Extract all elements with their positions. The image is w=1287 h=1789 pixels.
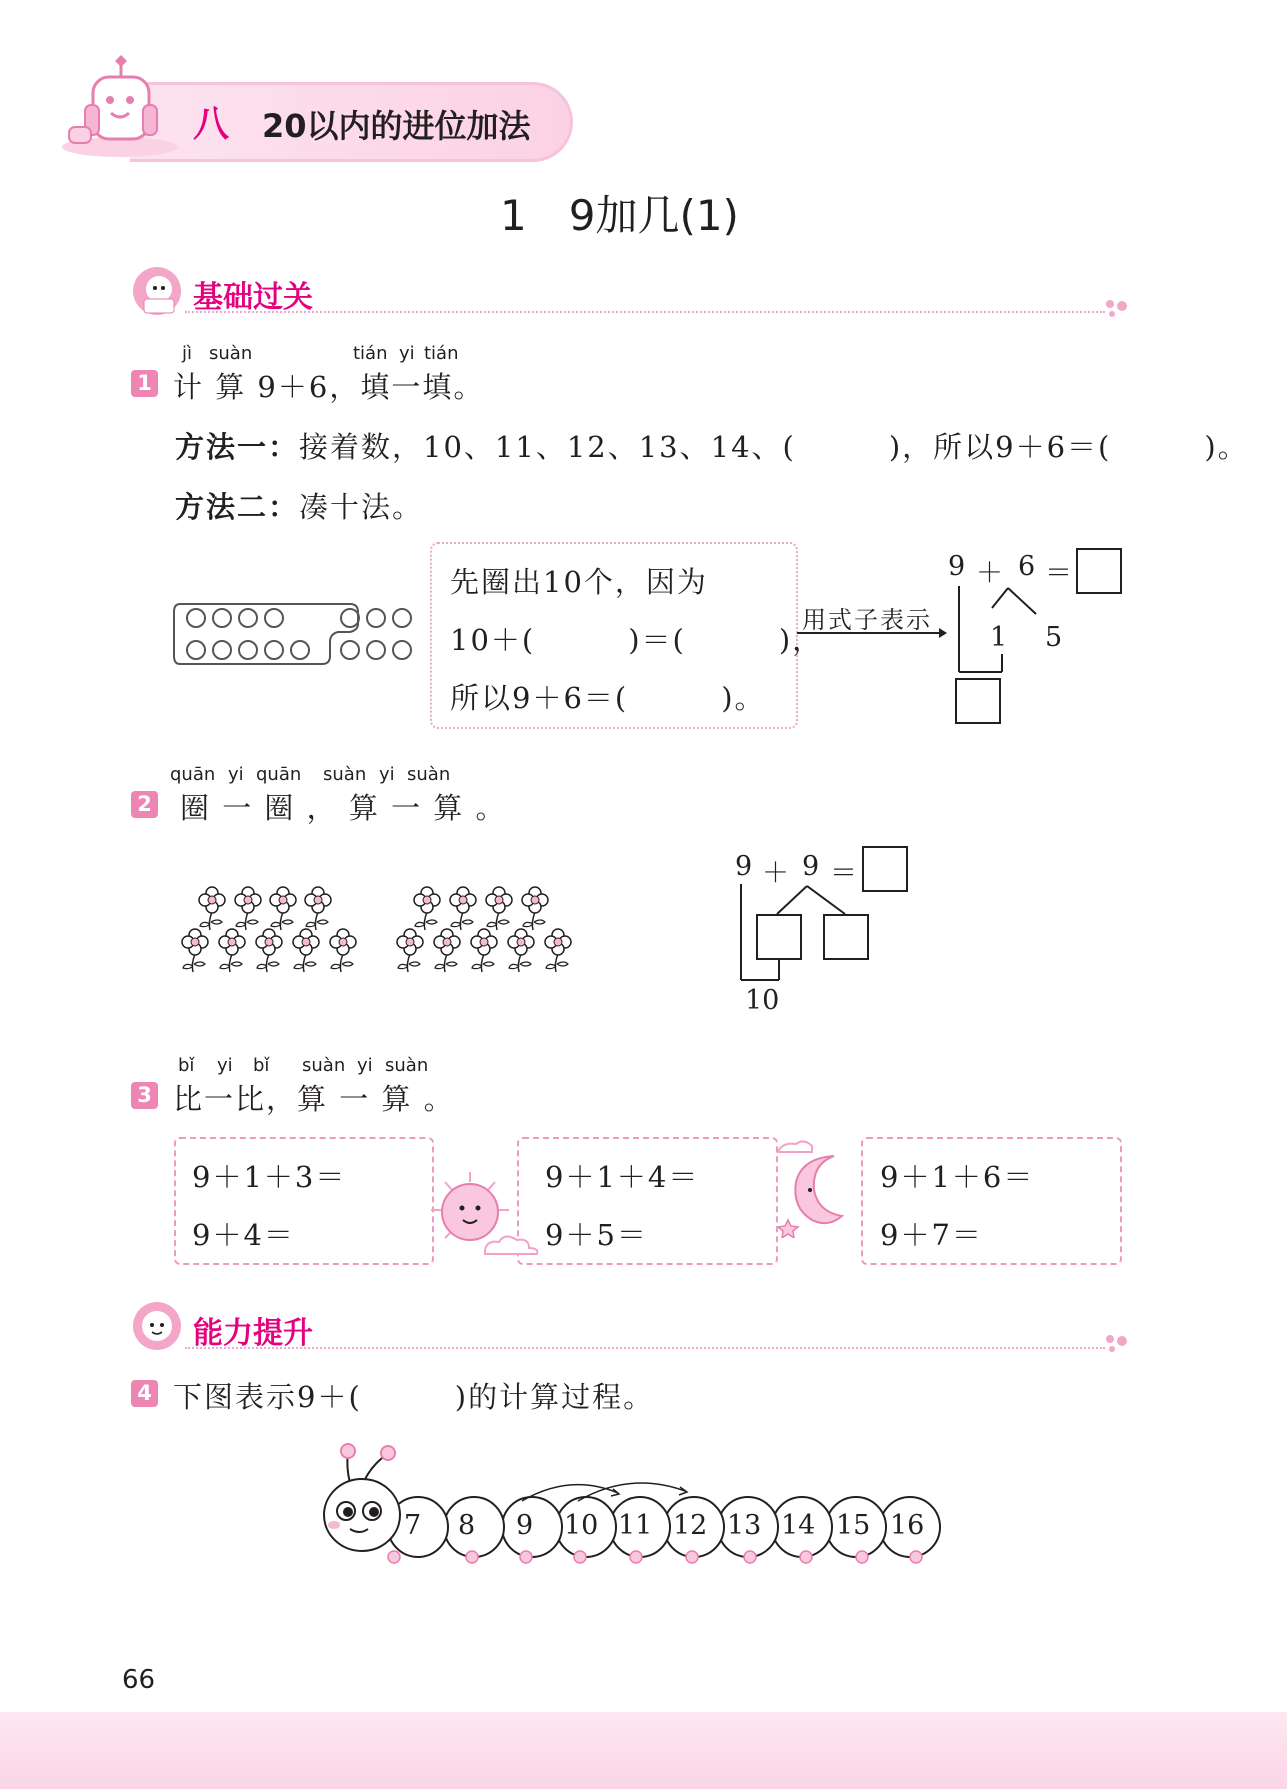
divider-dots-icon [1102,298,1132,318]
q2-eq-op: ＋ [762,858,789,889]
q1-method1-label: 方法一： [175,430,300,464]
q2-answer-box[interactable] [862,846,908,892]
divider-dots-icon [1102,1333,1132,1353]
q1-split-left: 1 [990,622,1008,653]
q1-split-right: 5 [1045,622,1063,653]
q1-number: 1 [131,370,158,397]
q3-g3-line2[interactable]: 9＋7＝ [880,1218,983,1252]
q1-pinyin-ji: jì [182,343,193,364]
caterpillar-number: 9 [516,1510,534,1541]
q1-method2-text: 凑十法。 [299,490,424,524]
q1-eq-a: 9 [948,551,966,582]
flowers-figure[interactable] [170,872,590,982]
q2-eq-eq: ＝ [830,858,857,889]
q3-pinyin-bi: bǐ [178,1055,195,1076]
q1-eq-eq: ＝ [1045,558,1072,589]
q1-explain-line1: 先圈出10个，因为 [450,565,708,599]
q1-eq-op: ＋ [976,558,1003,589]
q3-number: 3 [131,1082,158,1109]
q3-pinyin-yi: yi [217,1055,233,1076]
q1-eq-b: 6 [1018,551,1036,582]
q2-eq-b: 9 [802,851,820,882]
caterpillar-number: 7 [404,1510,422,1541]
caterpillar-number: 11 [618,1510,653,1541]
q3-pinyin-suan2: suàn [385,1055,429,1076]
caterpillar-number: 16 [890,1510,925,1541]
boy-mascot-icon [128,265,186,317]
section-divider-2 [185,1347,1105,1349]
q2-pinyin-yi: yi [228,764,244,785]
q2-pinyin-quan2: quān [256,764,302,785]
q1-method1-text[interactable]: 接着数，10、11、12、13、14、( )，所以9＋6＝( )。 [299,430,1249,464]
q1-pinyin-tian: tián [353,343,388,364]
caterpillar-figure [310,1435,950,1570]
q2-split-right-box[interactable] [823,914,869,960]
q2-number: 2 [131,791,158,818]
q1-arrow-label: 用式子表示 [802,606,932,634]
q1-ten-box[interactable] [955,678,1001,724]
circle-counters-figure[interactable] [170,598,425,670]
lesson-title: 1 9加几(1) [500,191,739,240]
caterpillar-number: 14 [781,1510,816,1541]
q1-pinyin-suan: suàn [209,343,253,364]
q1-answer-box[interactable] [1076,548,1122,594]
robot-mascot-icon [55,55,185,160]
q1-method1 [175,425,1249,466]
section-divider [185,311,1105,313]
q2-ten-label: 10 [745,985,780,1016]
q1-prompt: 计 算 9＋6，填一填。 [173,370,485,404]
q4-prompt[interactable]: 下图表示9＋( )的计算过程。 [173,1380,655,1414]
caterpillar-number: 12 [673,1510,708,1541]
q2-pinyin-yi2: yi [379,764,395,785]
q3-prompt: 比一比，算 一 算 。 [173,1082,455,1116]
q2-pinyin-quan: quān [170,764,216,785]
q1-method2 [175,485,423,526]
caterpillar-number: 13 [727,1510,762,1541]
girl-mascot-icon [128,1300,186,1352]
footer-band [0,1712,1287,1789]
q3-pinyin-yi2: yi [357,1055,373,1076]
q2-pinyin-suan: suàn [323,764,367,785]
moon-icon [772,1138,864,1238]
q2-pinyin-suan2: suàn [407,764,451,785]
section-title-advanced: 能力提升 [193,1316,313,1351]
q3-pinyin-suan: suàn [302,1055,346,1076]
q3-g1-line2[interactable]: 9＋4＝ [192,1218,295,1252]
section-title-basic: 基础过关 [193,280,313,315]
caterpillar-number: 10 [564,1510,599,1541]
q3-g1-line1[interactable]: 9＋1＋3＝ [192,1160,347,1194]
caterpillar-number: 8 [458,1510,476,1541]
q4-number: 4 [131,1380,158,1407]
q1-pinyin-tian2: tián [424,343,459,364]
q1-method2-label: 方法二： [175,490,300,524]
caterpillar-number: 15 [836,1510,871,1541]
q2-split-left-box[interactable] [756,914,802,960]
q3-g2-line2[interactable]: 9＋5＝ [545,1218,648,1252]
q1-explain-line3[interactable]: 所以9＋6＝( )。 [450,681,766,715]
q3-g2-line1[interactable]: 9＋1＋4＝ [545,1160,700,1194]
q1-explain-line2[interactable]: 10＋( )＝( )， [450,623,824,657]
unit-title: 20以内的进位加法 [262,107,531,145]
right-arrow-icon [797,625,949,641]
unit-number: 八 [193,104,230,145]
q2-eq-a: 9 [735,851,753,882]
q3-g3-line1[interactable]: 9＋1＋6＝ [880,1160,1035,1194]
sun-icon [425,1170,570,1260]
q2-prompt: 圈 一 圈 ， 算 一 算 。 [180,791,507,825]
q3-pinyin-bi2: bǐ [253,1055,270,1076]
page-number: 66 [122,1665,156,1695]
q1-pinyin-yi: yi [399,343,415,364]
